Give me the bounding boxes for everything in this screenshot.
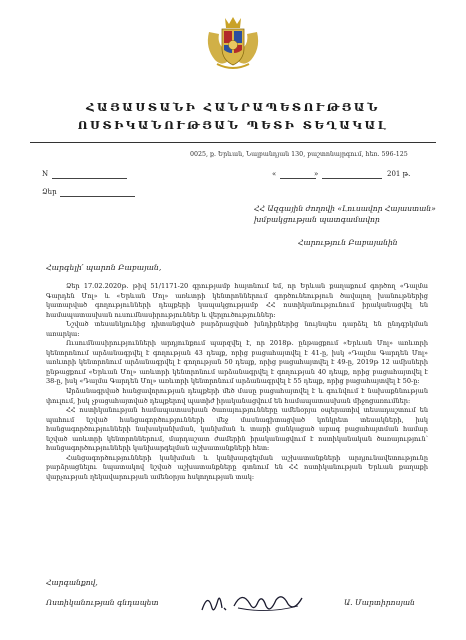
body-paragraph: ՀՀ ոստիկանության համապատասխան ծառայությունները ամենօրյա օպերատիվ տեսադաշտում են պահում նշված հանցագործությունների մեջ մասնագիտացված կոնկրետ տեսակների, իսկ հանցագործությունների նախականխման, կանխման և տարի ցանկացած արագ բացահայտման համար նշված առևտրի կենտրոններում, մարդաշատ ժամերին իրականացվում է ոստիկանական ծառայություն՝ հանցագործությունների կանխարգելման աշխատանքների հետ:	[46, 406, 428, 453]
signatory-title: Ոստիկանության գնդապետ	[46, 598, 159, 607]
body-paragraph: Ձեր 17.02.2020թ. թիվ 51/1171-20 գրությամբ հայտնում եմ, որ Երևան քաղաքում գործող «Դալմա Գարդեն Մոլ» և «Երևան Մոլ» առևտրի կենտրոններում գործունեություն ծավալող խանութներից կատարված գողությունների դեպքերի կապակցությամբ ՀՀ ոստիկանությունում իրականացվել են համապատասխան ուսումնասիրություններ և վերլուծություններ:	[46, 282, 428, 319]
date-day-blank	[280, 178, 316, 179]
date-month-blank	[322, 178, 382, 179]
reference-blank-line	[60, 196, 135, 197]
date-quote-close: »	[314, 170, 319, 178]
closing: Հարգանքով,	[46, 578, 98, 587]
addressee-block	[254, 204, 436, 225]
armenian-coat-of-arms-emblem	[203, 12, 263, 72]
letterhead-line-1: ՀԱՅԱՍՏԱՆԻ ՀԱՆՐԱՊԵՏՈՒԹՅԱՆ	[86, 100, 380, 114]
addressee-line-1: ՀՀ Ազգային ժողովի «Լուսավոր Հայաստան»	[254, 204, 436, 213]
number-sign: N	[42, 170, 49, 178]
letter-body	[46, 282, 428, 482]
date-year: 201 թ.	[387, 170, 411, 178]
body-paragraph: Արձանագրված հանցավորության դեպքերի մեծ մասը բացահայտվել է և գունվում է նախաքննության փուլում, իսկ չբացահայտված դեպքերով պատիժ իրականացվում են համապատասխան միջոցառումներ:	[46, 387, 428, 405]
reference-label: Ձեր	[42, 188, 57, 196]
number-blank-line	[52, 178, 127, 179]
signatory-name: Ա. Մարտիրոսյան	[344, 598, 415, 607]
body-paragraph: Հանցագործությունների կանխման և կանխարգելման աշխատանքների արդյունավետությունը բարձրացնելու նպատակով նշված աշխատանքները գտնում են ՀՀ ոստիկանության Երևան քաղաքի վարչության ղեկավարության ամենօրյա հսկողության տակ:	[46, 453, 428, 481]
addressee-name: Հարություն Բաբայանին	[298, 238, 398, 247]
salutation: Հարգելի՛ պարոն Բաբայան,	[46, 263, 162, 272]
date-quote-open: «	[272, 170, 277, 178]
letterhead-address: 0025, ք. Երևան, Նալբանդյան 130, բաշտոնայրգում, հեռ. 596-125	[190, 151, 408, 158]
letterhead-line-2: ՈՍՏԻԿԱՆՈՒԹՅԱՆ ՊԵՏԻ ՏԵՂԱԿԱԼ	[77, 118, 389, 132]
handwritten-signature	[198, 588, 308, 618]
addressee-line-2: խմբակցության պատգամավոր	[254, 214, 380, 224]
body-paragraph: Նշված տեսանկյունից դիտանցված բարձրացված խնդիրներից նույնպես դարձել են ընդգրկման առարկա:	[46, 320, 428, 338]
body-paragraph: Ուսումնասիրությունների արդյունքում պարզվել է, որ 2018թ. ընթացքում «Երևան Մոլ» առևտրի կենտրոնում արձանագրվել է գողության 43 դեպք, որից բացահայտվել է 41-ը, իսկ «Դալմա Գարդեն Մոլ» առևտրի կենտրոնում արձանագրվել է գողության 50 դեպք, որից բացահայտվել է 49-ը, 2019թ 12 ամիսների ընթացքում «Երևան Մոլ» առևտրի կենտրոնում արձանագրվել է գողության 40 դեպք, որից բացահայտվել է 38-ը, իսկ «Դալմա Գարդեն Մոլ» առևտրի կենտրոնում արձանագրվել է 55 դեպք, որից բացահայտվել է 50-ը:	[46, 339, 428, 386]
letterhead-divider	[30, 142, 436, 143]
